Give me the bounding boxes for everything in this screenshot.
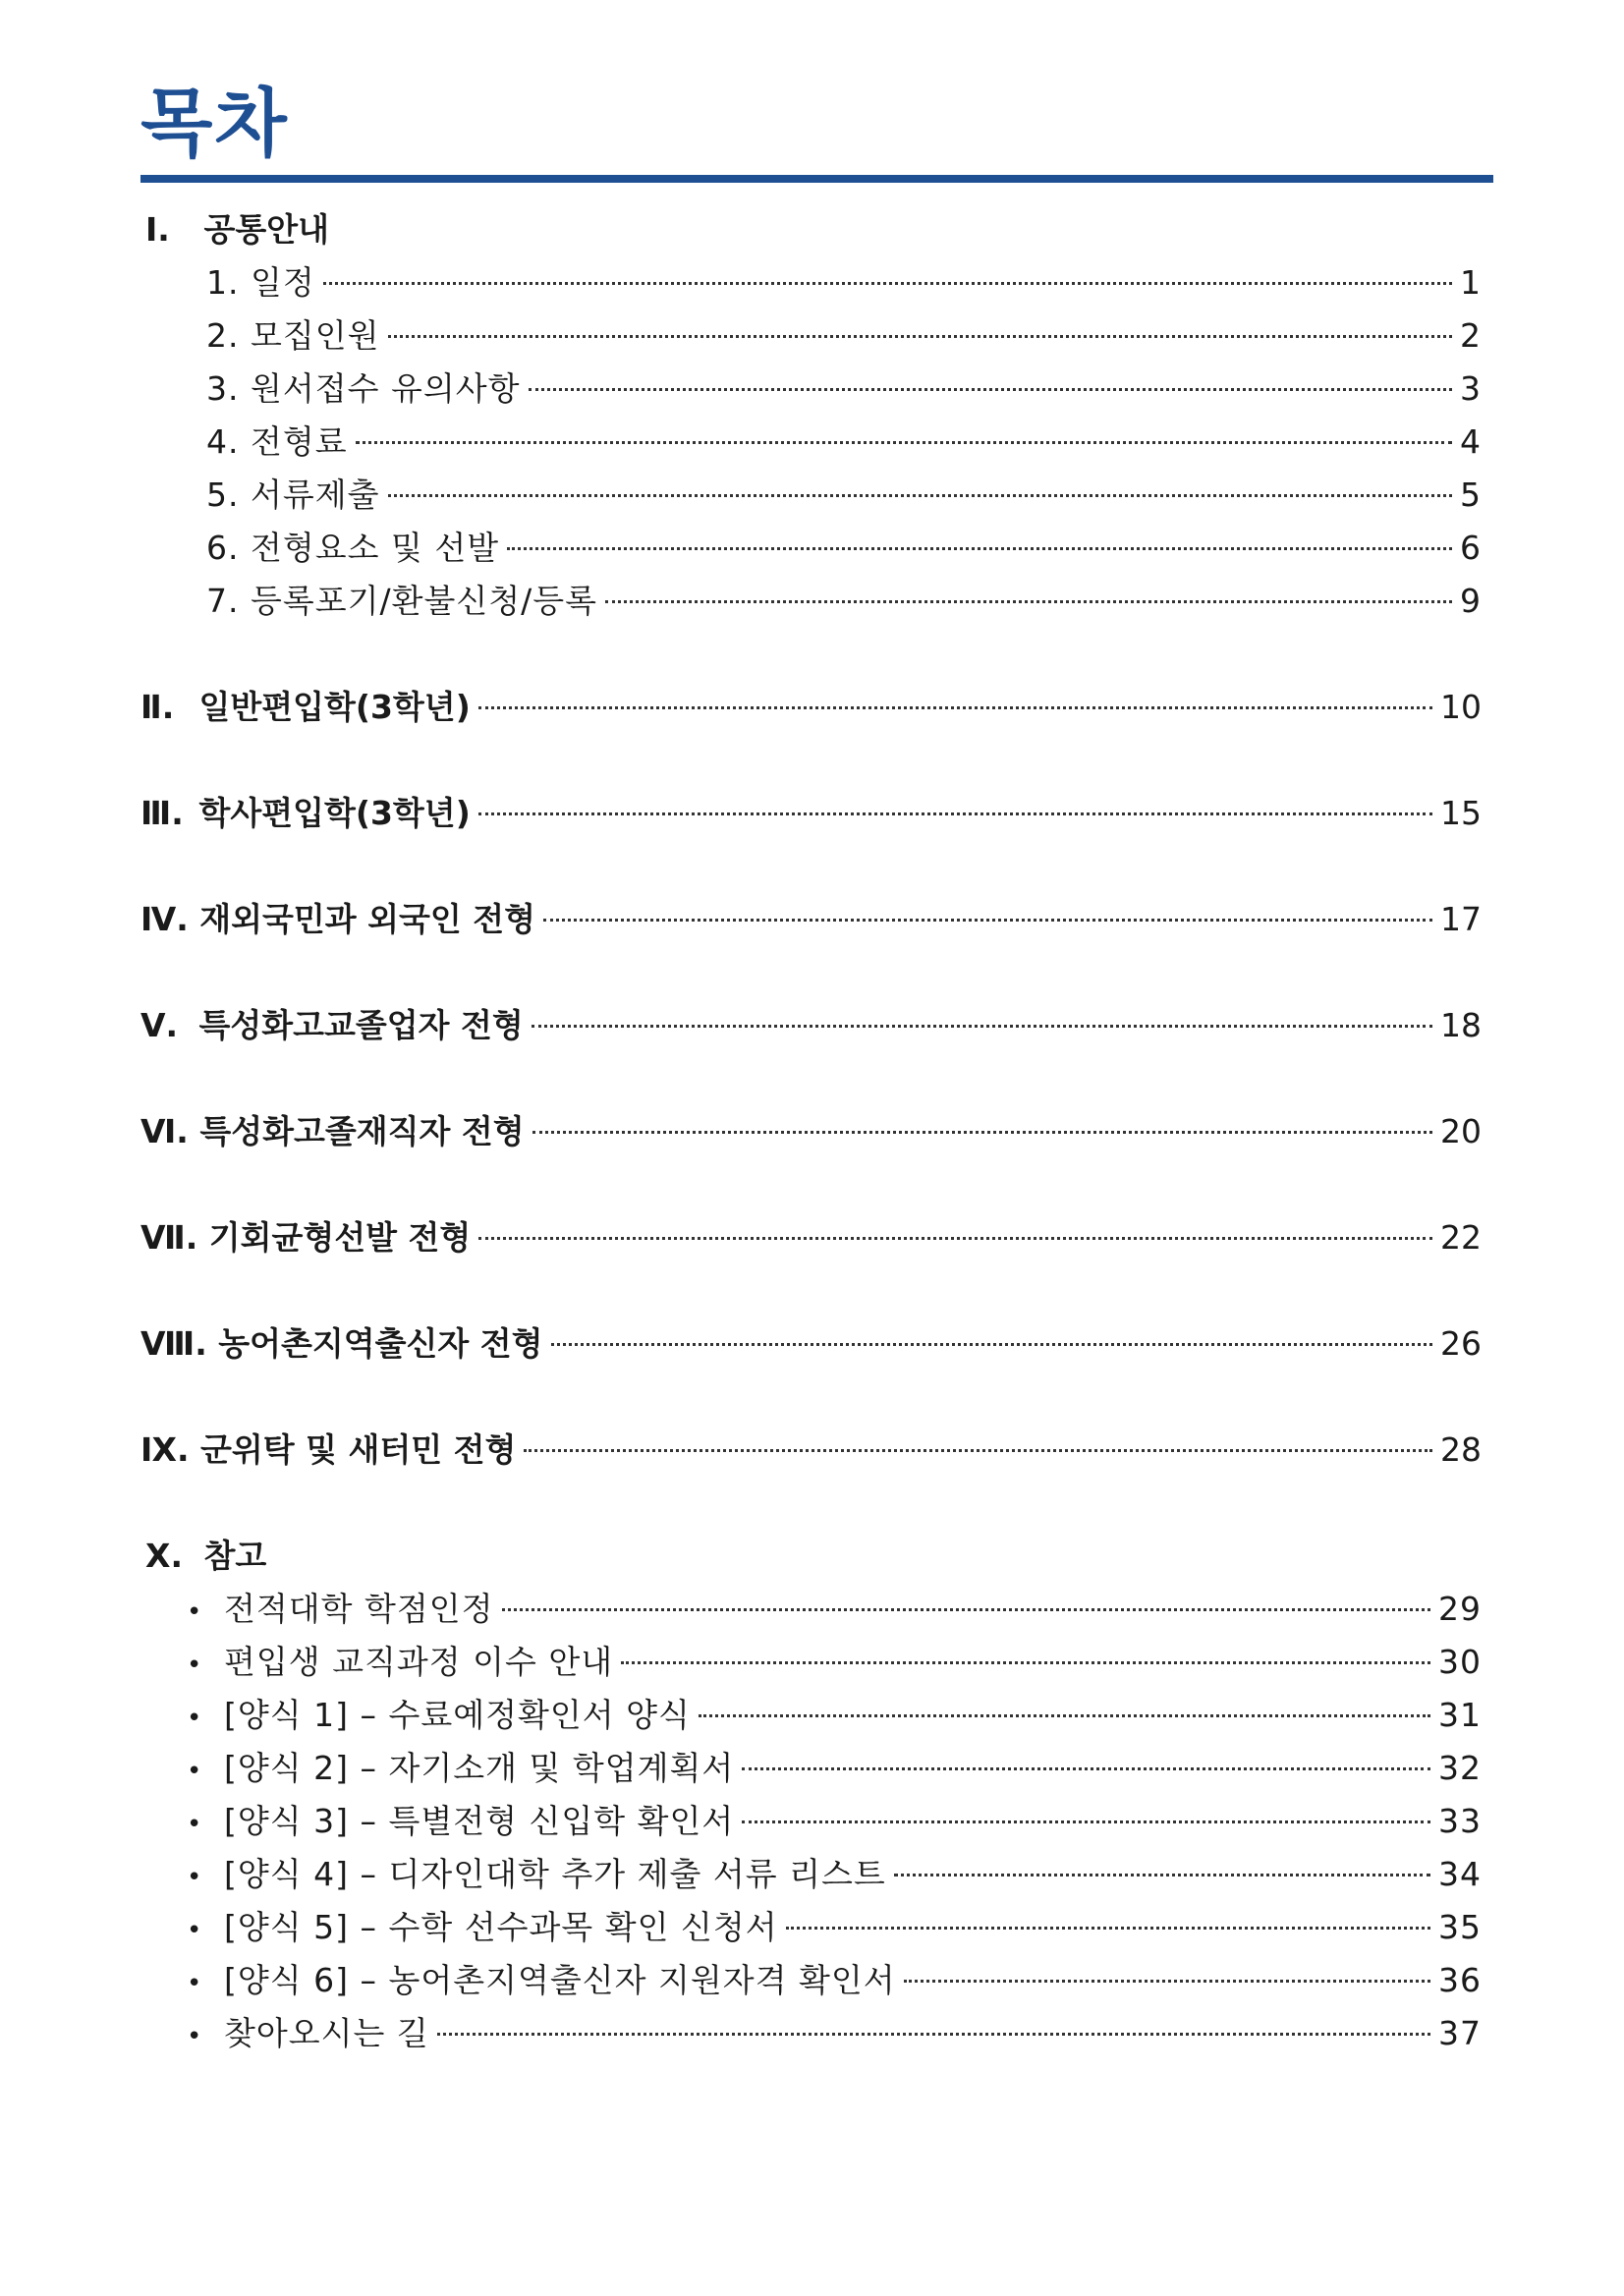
toc-entry-directions[interactable] bbox=[187, 2012, 1482, 2055]
toc-entry-credit-recognition[interactable] bbox=[187, 1588, 1482, 1631]
toc-section-page: 26 bbox=[1440, 1324, 1482, 1363]
toc-entry-label: 5. 서류제출 bbox=[206, 476, 380, 514]
toc-entry-application-notes[interactable] bbox=[206, 367, 1482, 411]
section-title: 일반편입학(3학년) bbox=[198, 688, 471, 726]
dot-leader bbox=[388, 335, 1453, 338]
section-numeral: Ⅷ. bbox=[140, 1324, 207, 1363]
toc-entry-selection[interactable] bbox=[206, 527, 1482, 570]
toc-section-5[interactable] bbox=[140, 1004, 1482, 1047]
toc-entry-documents[interactable] bbox=[206, 474, 1482, 517]
toc-entry-page: 33 bbox=[1438, 1802, 1482, 1840]
section-numeral: Ⅵ. bbox=[140, 1112, 189, 1150]
toc-section-3[interactable] bbox=[140, 792, 1482, 835]
section-numeral: Ⅱ. bbox=[140, 688, 175, 726]
toc-entry-schedule[interactable] bbox=[206, 261, 1482, 305]
toc-entry-page: 36 bbox=[1438, 1961, 1482, 1999]
toc-entry-label: 6. 전형요소 및 선발 bbox=[206, 529, 500, 567]
toc-entry-page: 9 bbox=[1460, 582, 1482, 620]
dot-leader bbox=[742, 1820, 1430, 1823]
section-heading-10[interactable] bbox=[145, 1535, 266, 1578]
dot-leader bbox=[742, 1767, 1430, 1770]
toc-entry-label: 7. 등록포기/환불신청/등록 bbox=[206, 582, 597, 620]
dot-leader bbox=[894, 1874, 1430, 1876]
toc-section-page: 10 bbox=[1440, 688, 1482, 726]
toc-entry-registration[interactable] bbox=[206, 580, 1482, 623]
toc-section-8[interactable] bbox=[140, 1322, 1482, 1366]
toc-section-label bbox=[140, 686, 478, 729]
toc-section-page: 17 bbox=[1440, 900, 1482, 938]
dot-leader bbox=[543, 919, 1432, 922]
dot-leader bbox=[356, 441, 1452, 444]
dot-leader bbox=[478, 1237, 1432, 1240]
toc-entry-label: 1. 일정 bbox=[206, 263, 315, 302]
toc-entry-form-4[interactable] bbox=[187, 1853, 1482, 1896]
section-title: 특성화고졸재직자 전형 bbox=[199, 1112, 525, 1150]
toc-entry-form-5[interactable] bbox=[187, 1906, 1482, 1949]
section-numeral: Ⅳ. bbox=[140, 900, 189, 938]
toc-section-page: 22 bbox=[1440, 1218, 1482, 1257]
bullet-icon: • bbox=[187, 1597, 203, 1627]
toc-entry-form-1[interactable] bbox=[187, 1694, 1482, 1737]
toc-section-page: 28 bbox=[1440, 1430, 1482, 1469]
toc-entry-form-6[interactable] bbox=[187, 1959, 1482, 2002]
toc-section-page: 15 bbox=[1440, 794, 1482, 832]
toc-section-9[interactable] bbox=[140, 1428, 1482, 1472]
toc-entry-label: • 찾아오시는 길 bbox=[187, 2012, 437, 2058]
toc-entry-page: 37 bbox=[1438, 2014, 1482, 2052]
toc-entry-page: 30 bbox=[1438, 1643, 1482, 1681]
bullet-icon: • bbox=[187, 2022, 203, 2051]
bullet-icon: • bbox=[187, 1810, 203, 1839]
section-title: 기회균형선발 전형 bbox=[208, 1218, 472, 1257]
toc-entry-page: 3 bbox=[1460, 369, 1482, 408]
toc-entry-teaching-course[interactable] bbox=[187, 1641, 1482, 1684]
dot-leader bbox=[605, 600, 1452, 603]
toc-entry-page: 6 bbox=[1460, 529, 1482, 567]
toc-section-7[interactable] bbox=[140, 1216, 1482, 1260]
toc-entry-fee[interactable] bbox=[206, 420, 1482, 464]
toc-entry-label: • 전적대학 학점인정 bbox=[187, 1588, 502, 1634]
toc-entry-label: 4. 전형료 bbox=[206, 422, 348, 461]
section-numeral: Ⅲ. bbox=[140, 794, 184, 832]
section-title: 재외국민과 외국인 전형 bbox=[199, 900, 536, 938]
toc-section-page: 20 bbox=[1440, 1112, 1482, 1150]
toc-entry-label: 3. 원서접수 유의사항 bbox=[206, 369, 521, 408]
toc-section-4[interactable] bbox=[140, 898, 1482, 941]
dot-leader bbox=[502, 1608, 1430, 1611]
section-numeral: Ⅴ. bbox=[140, 1006, 179, 1044]
bullet-icon: • bbox=[187, 1704, 203, 1733]
dot-leader bbox=[699, 1714, 1430, 1717]
dot-leader bbox=[532, 1131, 1432, 1134]
toc-entry-page: 34 bbox=[1438, 1855, 1482, 1893]
page-title: 목차 bbox=[140, 80, 289, 167]
toc-section-2[interactable] bbox=[140, 686, 1482, 729]
dot-leader bbox=[532, 1025, 1432, 1028]
toc-entry-form-3[interactable] bbox=[187, 1800, 1482, 1843]
toc-section-label bbox=[140, 1322, 551, 1366]
toc-entry-page: 29 bbox=[1438, 1590, 1482, 1628]
bullet-icon: • bbox=[187, 1969, 203, 1998]
section-title: 군위탁 및 새터민 전형 bbox=[200, 1430, 517, 1469]
toc-section-6[interactable] bbox=[140, 1110, 1482, 1153]
section-title: 참고 bbox=[203, 1537, 267, 1575]
toc-section-page: 18 bbox=[1440, 1006, 1482, 1044]
toc-entry-page: 1 bbox=[1460, 263, 1482, 302]
dot-leader bbox=[478, 812, 1432, 815]
dot-leader bbox=[621, 1661, 1430, 1664]
toc-entry-label: 2. 모집인원 bbox=[206, 316, 380, 355]
toc-section-label bbox=[140, 792, 478, 835]
section-title: 특성화고교졸업자 전형 bbox=[198, 1006, 524, 1044]
toc-entry-page: 4 bbox=[1460, 422, 1482, 461]
toc-entry-label: • [양식 2] – 자기소개 및 학업계획서 bbox=[187, 1747, 742, 1793]
dot-leader bbox=[388, 494, 1453, 497]
dot-leader bbox=[437, 2033, 1430, 2036]
dot-leader bbox=[786, 1927, 1430, 1930]
section-heading-1[interactable] bbox=[145, 208, 329, 252]
dot-leader bbox=[904, 1980, 1430, 1983]
toc-entry-label: • [양식 5] – 수학 선수과목 확인 신청서 bbox=[187, 1906, 786, 1952]
bullet-icon: • bbox=[187, 1757, 203, 1786]
toc-entry-page: 2 bbox=[1460, 316, 1482, 355]
bullet-icon: • bbox=[187, 1863, 203, 1892]
dot-leader bbox=[507, 547, 1452, 550]
toc-entry-quota[interactable] bbox=[206, 314, 1482, 358]
toc-entry-page: 5 bbox=[1460, 476, 1482, 514]
toc-entry-label: • [양식 1] – 수료예정확인서 양식 bbox=[187, 1694, 699, 1740]
toc-entry-form-2[interactable] bbox=[187, 1747, 1482, 1790]
toc-section-label bbox=[140, 1110, 532, 1153]
dot-leader bbox=[524, 1449, 1432, 1452]
toc-section-label bbox=[140, 898, 543, 941]
toc-section-label bbox=[140, 1428, 524, 1472]
dot-leader bbox=[323, 282, 1452, 285]
toc-entry-page: 35 bbox=[1438, 1908, 1482, 1946]
section-numeral: Ⅹ. bbox=[145, 1537, 183, 1575]
toc-entry-label: • [양식 6] – 농어촌지역출신자 지원자격 확인서 bbox=[187, 1959, 904, 2005]
section-numeral: Ⅸ. bbox=[140, 1430, 190, 1469]
toc-entry-label: • [양식 4] – 디자인대학 추가 제출 서류 리스트 bbox=[187, 1853, 894, 1899]
section-numeral: Ⅶ. bbox=[140, 1218, 198, 1257]
toc-entry-page: 32 bbox=[1438, 1749, 1482, 1787]
toc-entry-label: • 편입생 교직과정 이수 안내 bbox=[187, 1641, 621, 1687]
toc-section-label bbox=[140, 1216, 478, 1260]
dot-leader bbox=[478, 706, 1432, 709]
section-numeral: Ⅰ. bbox=[145, 210, 170, 249]
toc-entry-label: • [양식 3] – 특별전형 신입학 확인서 bbox=[187, 1800, 742, 1846]
dot-leader bbox=[551, 1343, 1432, 1346]
section-title: 학사편입학(3학년) bbox=[198, 794, 471, 832]
section-title: 공통안내 bbox=[203, 210, 330, 249]
toc-section-label bbox=[140, 1004, 532, 1047]
toc-entry-page: 31 bbox=[1438, 1696, 1482, 1734]
bullet-icon: • bbox=[187, 1651, 203, 1680]
dot-leader bbox=[529, 388, 1453, 391]
section-title: 농어촌지역출신자 전형 bbox=[218, 1324, 543, 1363]
bullet-icon: • bbox=[187, 1916, 203, 1945]
